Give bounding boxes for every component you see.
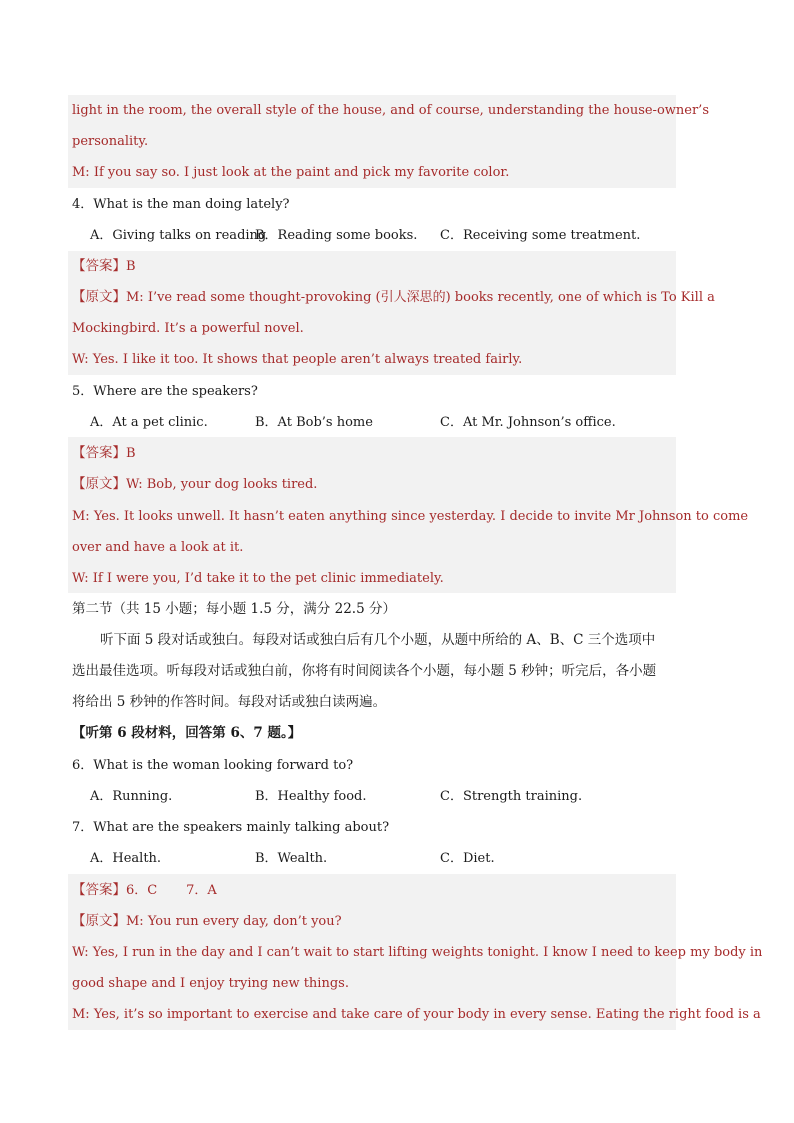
question-7-options xyxy=(72,843,676,874)
option-b: B．Wealth. xyxy=(255,851,328,866)
transcript-line: light in the room, the overall style of the house, and of course, understanding the house-owner’s xyxy=(72,103,709,118)
transcript-line: W: Yes. I like it too. It shows that people aren’t always treated fairly. xyxy=(72,352,523,367)
transcript-4-line-1 xyxy=(72,282,715,313)
transcript-line: personality. xyxy=(72,134,149,149)
answer-4 xyxy=(72,251,676,282)
answer-label: 【答案】 xyxy=(72,445,126,461)
answer-value: B xyxy=(126,446,136,461)
option-a: A．At a pet clinic. xyxy=(90,415,208,430)
section-title: 第二节（共 15 小题；每小题 1.5 分，满分 22.5 分） xyxy=(72,601,396,617)
transcript-line: good shape and I enjoy trying new things. xyxy=(72,976,349,991)
answer-6-7 xyxy=(72,875,676,906)
transcript-5-line-1 xyxy=(72,469,676,500)
option-b: B．At Bob’s home xyxy=(255,415,373,430)
instruction-line: 选出最佳选项。听每段对话或独白前，你将有时间阅读各个小题，每小题 5 秒钟；听完后，各小题 xyxy=(72,663,657,679)
answer-value: B xyxy=(126,259,136,274)
transcript-line: M: Yes, it’s so important to exercise and take care of your body in every sense. Eating the right food is a xyxy=(72,1007,761,1022)
transcript-line: Mockingbird. It’s a powerful novel. xyxy=(72,321,304,336)
transcript-line: M: Yes. It looks unwell. It hasn’t eaten anything since yesterday. I decide to invite Mr Johnson to come xyxy=(72,509,749,524)
option-a: A．Health. xyxy=(90,851,162,866)
transcript-line: W: Yes, I run in the day and I can’t wait to start lifting weights tonight. I know I need to keep my body in xyxy=(72,945,763,960)
option-c: C．At Mr. Johnson’s office. xyxy=(440,415,616,430)
question-6-options xyxy=(72,781,676,812)
transcript-text: M: You run every day, don’t you? xyxy=(126,914,342,929)
transcript-label: 【原文】 xyxy=(72,913,126,929)
question-4-options xyxy=(72,220,676,251)
question-5-options xyxy=(72,407,676,438)
transcript-label: 【原文】 xyxy=(72,476,126,492)
question-7: 7．What are the speakers mainly talking about? xyxy=(72,820,390,835)
question-4: 4．What is the man doing lately? xyxy=(72,197,290,212)
option-b: B．Healthy food. xyxy=(255,789,367,804)
option-c: C．Receiving some treatment. xyxy=(440,228,641,243)
option-a: A．Giving talks on reading xyxy=(90,228,267,243)
transcript-line: over and have a look at it. xyxy=(72,540,244,555)
question-5: 5．Where are the speakers? xyxy=(72,384,258,399)
instruction-line: 听下面 5 段对话或独白。每段对话或独白后有几个小题，从题中所给的 A、B、C 三个选项中 xyxy=(100,632,656,648)
option-c: C．Diet. xyxy=(440,851,495,866)
transcript-line: W: If I were you, I’d take it to the pet clinic immediately. xyxy=(72,571,444,586)
transcript-label: 【原文】 xyxy=(72,289,126,305)
material-heading: 【听第 6 段材料，回答第 6、7 题。】 xyxy=(72,725,302,741)
answer-5 xyxy=(72,438,676,469)
question-6: 6．What is the woman looking forward to? xyxy=(72,758,354,773)
transcript-line: M: If you say so. I just look at the paint and pick my favorite color. xyxy=(72,165,510,180)
instruction-line: 将给出 5 秒钟的作答时间。每段对话或独白读两遍。 xyxy=(72,694,387,710)
option-a: A．Running. xyxy=(90,789,173,804)
transcript-text: M: I’ve read some thought-provoking (引人深思的) books recently, one of which is To Kill a xyxy=(126,290,715,305)
answer-label: 【答案】 xyxy=(72,882,126,898)
answer-label: 【答案】 xyxy=(72,258,126,274)
option-c: C．Strength training. xyxy=(440,789,583,804)
transcript-6-7-line-1 xyxy=(72,906,676,937)
transcript-text: W: Bob, your dog looks tired. xyxy=(126,477,318,492)
option-b: B．Reading some books. xyxy=(255,228,418,243)
answer-value: 6．C 7．A xyxy=(126,883,217,898)
